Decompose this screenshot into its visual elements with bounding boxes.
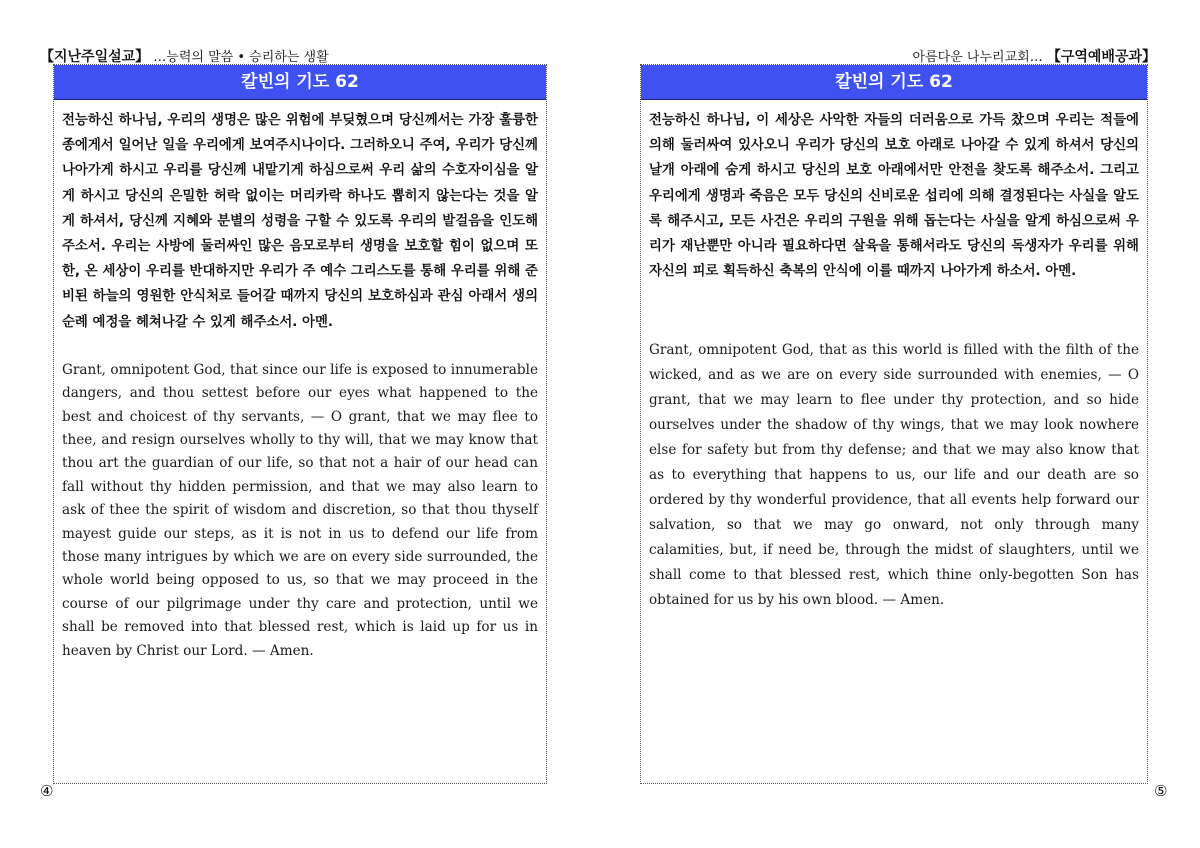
header-right-church: 아름다운 나누리교회… xyxy=(912,50,1043,65)
right-page-number: ⑤ xyxy=(1154,782,1168,800)
right-page-body xyxy=(641,100,1147,613)
left-english-prayer: Grant, omnipotent God, that since our life is exposed to innumerable dangers, and thou settest before our eyes what happened to the best and choicest of thy servants, — O grant, that we may flee to thee, and resign ourselves wholly to thy will, that we may know that thou art the guardian of our life, so that not a hair of our head can fall without thy hidden permission, and that we may also learn to ask of thee the spirit of wisdom and discretion, so that thou thyself mayest guide our steps, as it is not in us to defend our life from those many intrigues by which we are on every side surrounded, the whole world being opposed to us, so that we may proceed in the course of our pilgrimage under thy care and protection, until we shall be removed into that blessed rest, which is laid up for us in heaven by Christ our Lord. — Amen. xyxy=(62,361,538,659)
left-korean-prayer: 전능하신 하나님, 우리의 생명은 많은 위험에 부딪혔으며 당신께서는 가장 훌륭한 종에게서 일어난 일을 우리에게 보여주시나이다. 그러하오니 주여, 우리가 당신께 나아가게 하시고 우리를 당신께 내맡기게 하심으로써 우리 삶의 수호자이심을 알게 하시고 당신의 은밀한 허락 없이는 머리카락 하나도 뽑히지 않는다는 것을 알게 하셔서, 당신께 지혜와 분별의 성령을 구할 수 있도록 우리의 발걸음을 인도해 주소서. 우리는 사방에 둘러싸인 많은 음모로부터 생명을 보호할 힘이 없으며 또한, 온 세상이 우리를 반대하지만 우리가 주 예수 그리스도를 통해 우리를 위해 준비된 하늘의 영원한 안식처로 들어갈 때까지 당신의 보호하심과 관심 아래서 생의 순례 예정을 헤쳐나갈 수 있게 해주소서. 아멘. xyxy=(62,113,538,330)
header-left xyxy=(40,46,329,66)
left-page-number: ④ xyxy=(40,782,54,800)
header-right-bracket: 【구역예배공과】 xyxy=(1046,49,1156,65)
left-page-body xyxy=(54,100,546,663)
left-page xyxy=(53,64,547,784)
right-page xyxy=(640,64,1148,784)
left-page-title: 칼빈의 기도 62 xyxy=(54,65,546,100)
right-english-prayer: Grant, omnipotent God, that as this world is filled with the filth of the wicked, and as we are on every side surrounded with enemies, — O grant, that we may learn to flee under thy protection, and so hide ourselves under the shadow of thy wings, that we may look nowhere else for safety but from thy defense; and that we may also know that as to everything that happens to us, our life and our death are so ordered by thy wonderful providence, that all events help forward our salvation, so that we may go onward, not only through many calamities, but, if need be, through the midst of slaughters, until we shall come to that blessed rest, which thine only-begotten Son has obtained for us by his own blood. — Amen. xyxy=(649,342,1139,609)
right-page-title: 칼빈의 기도 62 xyxy=(641,65,1147,100)
header-right xyxy=(913,46,1156,66)
right-korean-prayer: 전능하신 하나님, 이 세상은 사악한 자들의 더러움으로 가득 찼으며 우리는 적들에 의해 둘러싸여 있사오니 우리가 당신의 보호 아래로 나아갈 수 있게 하셔서 당신의 날개 아래에 숨게 하시고 당신의 보호 아래에서만 안전을 찾도록 해주소서. 그리고 우리에게 생명과 죽음은 모두 당신의 신비로운 섭리에 의해 결정된다는 사실을 알도록 해주시고, 모든 사건은 우리의 구원을 위해 돕는다는 사실을 알게 하심으로써 우리가 재난뿐만 아니라 필요하다면 살육을 통해서라도 당신의 독생자가 우리를 위해 자신의 피로 획득하신 축복의 안식에 이를 때까지 나아가게 하소서. 아멘. xyxy=(649,113,1139,280)
header-left-bracket: 【지난주일설교】 xyxy=(40,49,150,65)
header-left-subtitle: …능력의 말씀 • 승리하는 생활 xyxy=(153,50,329,65)
